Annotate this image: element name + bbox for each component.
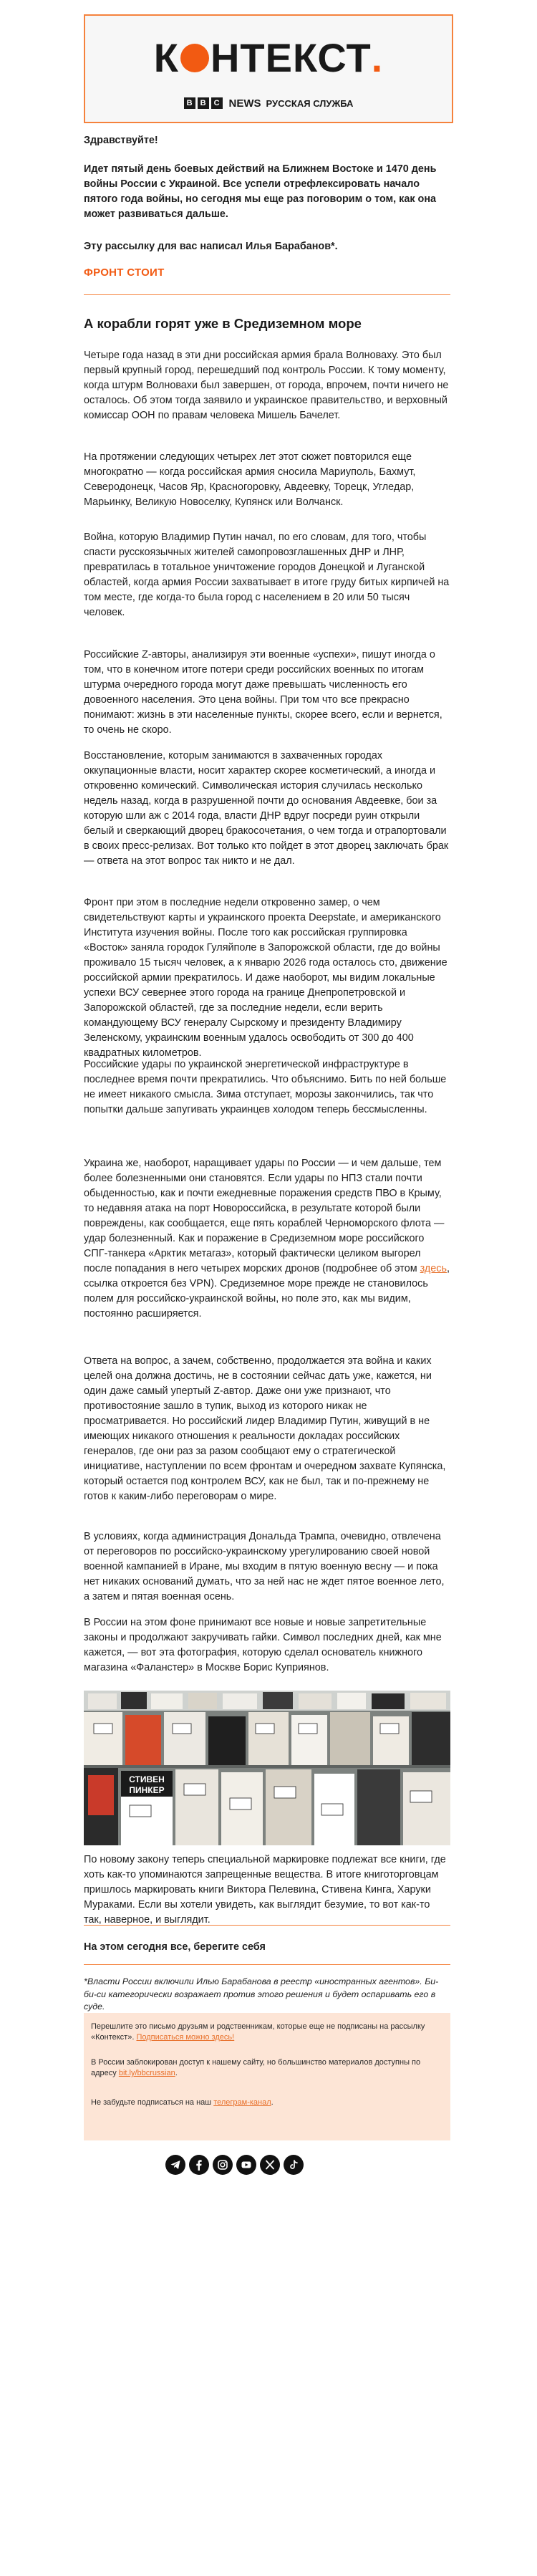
mirror-link[interactable]: bit.ly/bbcrussian (118, 2069, 175, 2077)
body-paragraph-11: В России на этом фоне принимают все новые и новые запретительные законы и продолжают закручивать гайки. Символ последних дней, как мне кажется, — вот эта фотография, которую сделал основатель книжного магазина «Фаланстер» в Москве Борис Куприянов. (84, 1617, 442, 1673)
body-paragraph-3: Война, которую Владимир Путин начал, по его словам, для того, чтобы спасти русскоязычных жителей самопровозглашенных ДНР и ЛНР, превратилась в тотальное уничтожение городов Донецкой и Луганской областей, когда армия России захватывает в итоге груду битых кирпичей на том месте, где когда-то была город с населением в 20 или 50 тысяч человек. (84, 532, 450, 618)
youtube-icon[interactable] (236, 2155, 256, 2175)
social-links (165, 2155, 304, 2175)
promo-telegram-end: . (271, 2098, 274, 2107)
logo-text-left: К (153, 34, 179, 80)
x-icon[interactable] (260, 2155, 280, 2175)
telegram-channel-link[interactable]: телеграм-канал (213, 2098, 271, 2107)
logo-text-right: НТЕКСТ (210, 34, 372, 80)
promo-telegram-line (91, 2097, 442, 2108)
author-line: Эту рассылку для вас написал Илья Барабанов*. (84, 241, 338, 252)
promo-forward-text: Перешлите это письмо друзьям и родственникам, которые еще не подписаны на рассылку «Контекст». (91, 2022, 425, 2042)
bbc-block-b2: B (198, 97, 209, 109)
logo-dot: . (371, 34, 384, 80)
promo-box (84, 2013, 450, 2140)
section-label: ФРОНТ СТОИТ (84, 266, 165, 279)
bbc-news-label: NEWS (228, 97, 261, 110)
kontekst-logo (85, 36, 452, 79)
bbc-block-c: C (211, 97, 223, 109)
logo-orange-circle (180, 44, 209, 72)
body-paragraph-4: Российские Z-авторы, анализируя эти военные «успехи», пишут иногда о том, что в конечном итоге потери среди российских военных по итогам штурма очередного города могут даже превышать численность его довоенного населения. Это цена войны. При том что все прекрасно понимают: жизнь в эти населенные пункты, скорее всего, если и вернется, то очень не скоро. (84, 649, 442, 736)
subscribe-link[interactable]: Подписаться можно здесь! (136, 2033, 235, 2042)
book-title-line-1: СТИВЕН (129, 1774, 165, 1784)
body-paragraph-6: Фронт при этом в последние недели откровенно замер, о чем свидетельствуют карты и украинского проекта Deepstate, и американского Института изучения войны. После того как российская группировка «Восток» заняла городок Гуляйполе в Запорожской области, где до войны проживало 15 тысяч человек, а к январю 2026 года осталось сто, движение российской армии прекратилось. И даже наоборот, мы видим локальные успехи ВСУ севернее этого города на границе Днепропетровской и Запорожской областей, где за последние недели, если верить командующему ВСУ генералу Сырскому и президенту Владимиру Зеленскому, украинским военным удалось освободить от 300 до 400 квадратных километров. (84, 897, 448, 1059)
body-paragraph-8 (84, 1156, 450, 1322)
lead-paragraph: Идет пятый день боевых действий на Ближнем Востоке и 1470 день войны России с Украиной. Все успели отрефлексировать начало пятого года войны, но сегодня мы еще раз поговорим о том, как она может развиваться дальше. (84, 163, 437, 220)
bookstore-shelf-photo (84, 1691, 450, 1845)
bbc-service-label: РУССКАЯ СЛУЖБА (266, 97, 354, 109)
book-title-line-2: ПИНКЕР (129, 1785, 165, 1795)
promo-telegram-text: Не забудьте подписаться на наш (91, 2098, 214, 2107)
body-paragraph-1: Четыре года назад в эти дни российская армия брала Волноваху. Это был первый крупный город, перешедший под контроль России. К тому моменту, когда штурм Волновахи был завершен, от города, впрочем, почти ничего не осталось. Об этом тогда заявило и украинское правительство, и верховный комиссар ООН по правам человека Мишель Бачелет. (84, 350, 449, 421)
body-paragraph-7: Российские удары по украинской энергетической инфраструктуре в последнее время почти прекратились. Что объяснимо. Бить по ней больше не имеет никакого смысла. Зима отступает, морозы закончились, так что попытки дальше запугивать украинцев холодом теперь бессмысленны. (84, 1059, 447, 1115)
body-paragraph-5: Восстановление, которым занимаются в захваченных городах оккупационные власти, носит характер скорее косметический, а иногда и откровенно комический. Символическая история случилась несколько недель назад, когда в разрушенной почти до основания Авдеевке, бои за которую шли аж с 2014 года, власти ДНР вдруг посреди руин открыли белый и сверкающий дворец бракосочетания, о чем тогда и отрапортовали в своих пресс-релизах. Вот только кто пойдет в этот дворец заключать брак — ответа на этот вопрос так никто и не дал. (84, 750, 449, 867)
promo-forward-line (91, 2022, 442, 2043)
signoff: На этом сегодня все, берегите себя (84, 1941, 266, 1953)
divider-after-signoff (84, 1964, 450, 1965)
greeting: Здравствуйте! (84, 135, 158, 146)
article-headline: А корабли горят уже в Средиземном море (84, 316, 362, 331)
facebook-icon[interactable] (189, 2155, 209, 2175)
instagram-icon[interactable] (213, 2155, 233, 2175)
telegram-icon[interactable] (165, 2155, 185, 2175)
section-divider (84, 294, 450, 295)
p8-text-after: , ссылка откроется без VPN). Средиземное море прежде не становилось полем для российско-украинской войны, но поле это, как мы видим, постоянно расширяется. (84, 1263, 450, 1320)
promo-mirror-end: . (175, 2069, 178, 2077)
body-paragraph-12: По новому закону теперь специальной маркировке подлежат все книги, где хоть как-то упоминаются запрещенные вещества. В итоге книготорговцам пришлось маркировать книги Виктора Пелевина, Стивена Кинга, Харуки Мураками. Если вы хотели увидеть, как выглядит безумие, то вот как-то так, наверное, и выглядит. (84, 1854, 446, 1926)
tiktok-icon[interactable] (284, 2155, 304, 2175)
promo-mirror-line (91, 2057, 442, 2079)
body-paragraph-2: На протяжении следующих четырех лет этот сюжет повторился еще многократно — когда российская армия сносила Мариуполь, Бахмут, Северодонецк, Часов Яр, Красногоровку, Авдеевку, Торецк, Угледар, Марьинку, Великую Новоселку, Купянск или Волчанск. (84, 451, 416, 508)
foreign-agent-footnote: *Власти России включили Илью Барабанова в реестр «иностранных агентов». Би-би-си категорически возражает против этого решения и будет оспаривать его в суде. (84, 1976, 439, 2012)
divider-before-signoff (84, 1925, 450, 1926)
article-link-here[interactable]: здесь (420, 1263, 447, 1274)
p8-text-before: Украина же, наоборот, наращивает удары по России — и чем дальше, тем более болезненными они становятся. Если удары по НПЗ стали почти обыденностью, как и почти ежедневные поражения средств ПВО в Крыму, то недавняя атака на порт Новороссийска, в результате которой были повреждены, как сообщается, еще пять кораблей Черноморского флота — удар болезненный. Как и поражение в Средиземном море российского СПГ-танкера «Арктик метагаз», который фактически целиком выгорел после попадания в него четырех морских дронов (подробнее об этом (84, 1158, 445, 1274)
newsletter-header (84, 14, 453, 123)
bbc-news-russian-logo (85, 96, 452, 110)
body-paragraph-10: В условиях, когда администрация Дональда Трампа, очевидно, отвлечена от переговоров по российско-украинскому урегулированию своей новой военной кампанией в Иране, мы входим в пятую военную весну — и пока нет никаких оснований думать, что за ней нас не ждет пятое военное лето, а затем и пятая военная осень. (84, 1531, 445, 1602)
bookshelf-illustration (84, 1691, 450, 1845)
bbc-block-b1: B (184, 97, 195, 109)
body-paragraph-9: Ответа на вопрос, а зачем, собственно, продолжается эта война и каких целей она должна достичь, не в состоянии сейчас дать уже, кажется, ни один даже самый упертый Z-автор. Даже они уже признают, что противостояние зашло в тупик, выход из которого никак не просматривается. Но российский лидер Владимир Путин, живущий в не имеющих никакого отношения к реальности докладах российских генералов, где они раз за разом сообщают ему о стратегической инициативе, наступлении по всем фронтам и очередном захвате Купянска, который остается под контролем ВСУ, как не был, так и по-прежнему не готов к каким-либо переговорам о мире. (84, 1355, 446, 1502)
promo-mirror-text: В России заблокирован доступ к нашему сайту, но большинство материалов доступны по адресу (91, 2058, 421, 2077)
